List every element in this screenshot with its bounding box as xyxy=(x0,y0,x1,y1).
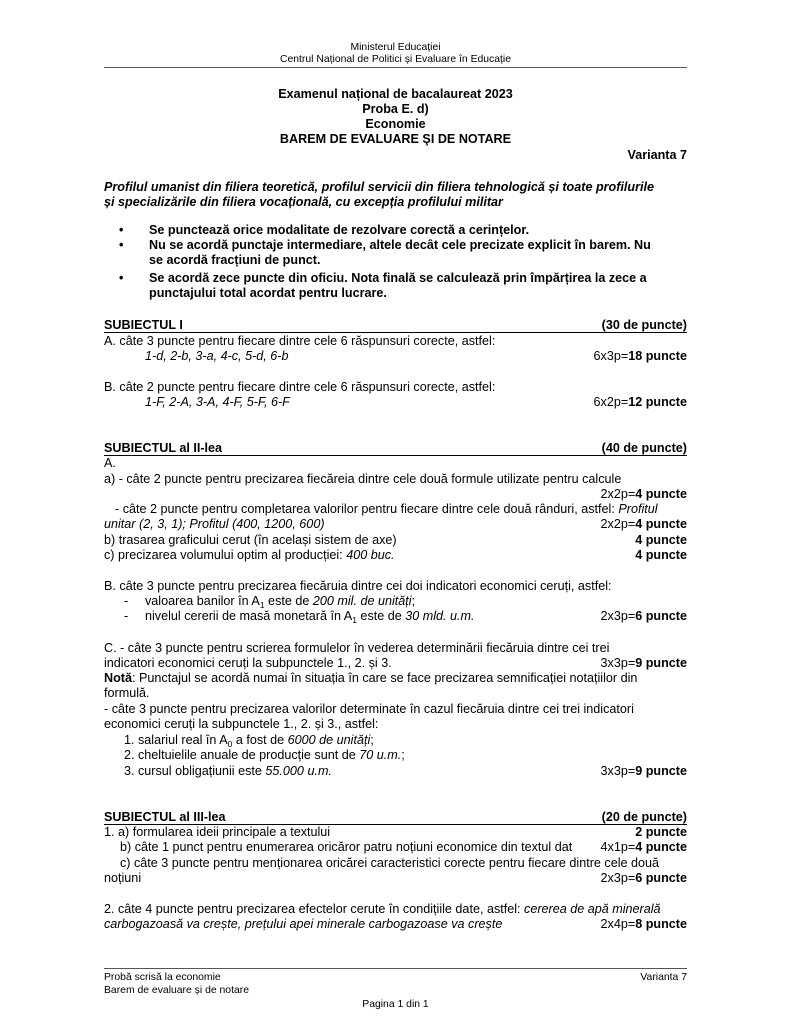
rule-text: Nu se acordă punctaje intermediare, altele decât cele precizate explicit în barem. Nu xyxy=(149,238,651,252)
text-part: valoarea banilor în A xyxy=(145,594,260,608)
s2-note-line xyxy=(104,671,687,686)
s2-a2-line xyxy=(104,502,687,517)
subscript: 1 xyxy=(259,600,265,610)
s2-a2-italic: Profitul xyxy=(618,502,658,516)
s2-i2-text xyxy=(104,748,405,762)
score-calc: 3x3p= xyxy=(600,656,636,670)
header-divider xyxy=(104,67,687,68)
s2-C1-score xyxy=(601,656,687,671)
s2-i1-text xyxy=(104,733,374,747)
score-total: 6 puncte xyxy=(635,609,687,623)
score-calc: 2x4p= xyxy=(600,917,636,931)
text-part: 3. cursul obligațiunii este xyxy=(124,764,266,778)
exam-subject: Economie xyxy=(365,117,426,131)
text-part: este de xyxy=(356,609,406,623)
s2-A-label: A. xyxy=(104,456,116,470)
score-total: 9 puncte xyxy=(635,656,687,670)
rule-text: se acordă fracțiuni de punct. xyxy=(149,253,321,267)
s3-1c-row2 xyxy=(104,871,687,886)
footer-page-number: Pagina 1 din 1 xyxy=(362,999,429,1010)
text-part: nivelul cererii de masă monetară în A xyxy=(145,609,353,623)
exam-barem-title: BAREM DE EVALUARE ŞI DE NOTARE xyxy=(279,132,512,146)
s1-b-score xyxy=(594,395,687,410)
footer-divider xyxy=(104,968,687,969)
section-title: SUBIECTUL al III-lea xyxy=(104,810,226,824)
exam-title: Examenul național de bacalaureat 2023 xyxy=(278,87,513,101)
s2-i3-text xyxy=(104,764,332,778)
s3-2-italic2: carbogazoasă va crește, prețului apei minerale carbogazoase va crește xyxy=(104,917,503,931)
s3-1c-score xyxy=(601,871,687,886)
s1-a-answers-row xyxy=(104,349,687,364)
section-points: (20 de puncte) xyxy=(601,810,687,824)
s2-b-text: b) trasarea graficului cerut (în același sistem de axe) xyxy=(104,533,397,547)
s2-c-text: c) precizarea volumului optim al producției: xyxy=(104,548,347,562)
header-center: Centrul Național de Politici și Evaluare în Educație xyxy=(279,54,512,65)
s3-1a-total: 2 puncte xyxy=(635,825,687,839)
footer-left-1: Probă scrisă la economie xyxy=(104,972,221,983)
score-total: 9 puncte xyxy=(635,764,687,778)
score-total: 8 puncte xyxy=(635,917,687,931)
s3-1c-row xyxy=(104,856,687,871)
profile-line-1: Profilul umanist din filiera teoretică, profilul servicii din filiera tehnologică și toate profilurile xyxy=(104,180,655,194)
s1-a-answers: 1-d, 2-b, 3-a, 4-c, 5-d, 6-b xyxy=(145,349,289,363)
s2-C2-score xyxy=(601,764,687,779)
s2-c-value: 400 buc. xyxy=(346,548,395,562)
s3-1a-text: 1. a) formularea ideii principale a textului xyxy=(104,825,331,839)
score-calc: 2x2p= xyxy=(600,517,636,531)
bullet: • xyxy=(119,223,124,237)
s3-1b-score xyxy=(601,840,687,855)
score-total: 6 puncte xyxy=(635,871,687,885)
footer-variant: Varianta 7 xyxy=(640,972,687,983)
note-label: Notă xyxy=(104,671,132,685)
s2-B-line: B. câte 3 puncte pentru precizarea fiecăruia dintre cei doi indicatori economici ceruți, astfel: xyxy=(104,579,612,593)
text-part: ; xyxy=(370,733,374,747)
text-part: ; xyxy=(411,594,416,608)
footer-left-2: Barem de evaluare și de notare xyxy=(104,985,249,996)
s2-C1-line: C. - câte 3 puncte pentru scrierea formulelor în vederea determinării fiecăruia dintre cei trei xyxy=(104,641,610,655)
text-part: a fost de xyxy=(232,733,288,747)
bullet: • xyxy=(119,271,124,285)
section-1-header xyxy=(104,318,687,333)
section-2-header xyxy=(104,441,687,456)
s2-a1-line: a) - câte 2 puncte pentru precizarea fiecăreia dintre cele două formule utilizate pentru calcule xyxy=(104,472,622,486)
exam-proba: Proba E. d) xyxy=(362,102,429,116)
s2-B2-text xyxy=(145,609,475,625)
score-total: 4 puncte xyxy=(635,517,687,531)
s2-a2-score xyxy=(601,517,687,532)
score-calc: 6x3p= xyxy=(593,349,629,363)
value-italic: 6000 de unități xyxy=(287,733,371,747)
header-ministry: Ministerul Educației xyxy=(350,42,441,53)
value-italic: 200 mil. de unități xyxy=(312,594,412,608)
section-points: (30 de puncte) xyxy=(601,318,687,332)
s3-1b-text: b) câte 1 punct pentru enumerarea oricăror patru noțiuni economice din textul dat xyxy=(120,840,573,854)
score-calc: 6x2p= xyxy=(593,395,629,409)
s2-note-line2: formulă. xyxy=(104,686,150,700)
s2-a1-score xyxy=(601,487,687,502)
s3-1b-row xyxy=(104,840,687,855)
s2-b-row xyxy=(104,533,687,548)
score-total: 12 puncte xyxy=(628,395,687,409)
score-calc: 2x2p= xyxy=(600,487,636,501)
s3-2-row2 xyxy=(104,917,687,932)
variant-label: Varianta 7 xyxy=(627,148,687,162)
text-part: ; xyxy=(401,748,405,762)
s3-2-row xyxy=(104,902,687,917)
rule-text: punctajului total acordat pentru lucrare. xyxy=(149,286,387,300)
text-part: 1. salariul real în A xyxy=(124,733,228,747)
s2-C1-line2 xyxy=(104,656,687,671)
dash: - xyxy=(124,609,129,623)
section-points: (40 de puncte) xyxy=(601,441,687,455)
s3-1a-row xyxy=(104,825,687,840)
s2-C2-item-2 xyxy=(104,748,687,763)
s2-C2-line2: economici ceruți la subpunctele 1., 2. și 3., astfel: xyxy=(104,717,379,731)
value-italic: 70 u.m. xyxy=(359,748,402,762)
text-part: 2. cheltuielile anuale de producție sunt de xyxy=(124,748,360,762)
s3-1c-text: c) câte 3 puncte pentru menționarea oricărei caracteristici corecte pentru fiecare dintre cele două xyxy=(120,856,660,870)
s3-2-italic: cererea de apă minerală xyxy=(524,902,661,916)
s1-a-score xyxy=(594,349,687,364)
subscript: 1 xyxy=(352,615,357,625)
s2-C1-text: indicatori economici ceruți la subpunctele 1., 2. și 3. xyxy=(104,656,392,670)
value-italic: 30 mld. u.m. xyxy=(405,609,475,623)
s1-a-line: A. câte 3 puncte pentru fiecare dintre cele 6 răspunsuri corecte, astfel: xyxy=(104,334,496,348)
s3-2-text: 2. câte 4 puncte pentru precizarea efectelor cerute în condițiile date, astfel: xyxy=(104,902,525,916)
s1-b-answers: 1-F, 2-A, 3-A, 4-F, 5-F, 6-F xyxy=(145,395,290,409)
score-total: 18 puncte xyxy=(628,349,687,363)
s2-c-row xyxy=(104,548,687,563)
profile-line-2: și specializările din filiera vocațională, cu excepția profilului militar xyxy=(104,195,503,209)
score-calc: 3x3p= xyxy=(600,764,636,778)
section-3-header xyxy=(104,810,687,825)
s2-a2-values: unitar (2, 3, 1); Profitul (400, 1200, 600) xyxy=(104,517,325,531)
section-title: SUBIECTUL I xyxy=(104,318,183,332)
s2-C2-item-1 xyxy=(104,733,687,749)
bullet: • xyxy=(119,238,124,252)
s1-b-line: B. câte 2 puncte pentru fiecare dintre cele 6 răspunsuri corecte, astfel: xyxy=(104,380,496,394)
score-calc: 2x3p= xyxy=(600,871,636,885)
s2-C2-item-3 xyxy=(104,764,687,779)
s2-a2-text: - câte 2 puncte pentru completarea valorilor pentru fiecare dintre cele două rânduri, astfel: xyxy=(115,502,619,516)
score-total: 4 puncte xyxy=(635,840,687,854)
s2-b-total: 4 puncte xyxy=(635,533,687,547)
s3-2-score xyxy=(601,917,687,932)
s2-a2-line2 xyxy=(104,517,687,532)
s2-B-score xyxy=(601,609,687,624)
s1-b-answers-row xyxy=(104,395,687,410)
footer-line-1 xyxy=(104,972,687,984)
score-calc: 2x3p= xyxy=(600,609,636,623)
score-total: 4 puncte xyxy=(635,487,687,501)
value-italic: 55.000 u.m. xyxy=(265,764,332,778)
rule-text: Se punctează orice modalitate de rezolvare corectă a cerințelor. xyxy=(149,223,530,237)
rule-text: Se acordă zece puncte din oficiu. Nota finală se calculează prin împărțirea la zece a xyxy=(149,271,647,285)
s2-c-total: 4 puncte xyxy=(635,548,687,562)
section-title: SUBIECTUL al II-lea xyxy=(104,441,223,455)
s2-C2-line: - câte 3 puncte pentru precizarea valorilor determinate în cazul fiecăruia dintre cei trei indicatori xyxy=(104,702,634,716)
dash: - xyxy=(124,594,129,608)
note-text: : Punctajul se acordă numai în situația în care se face precizarea semnificației notațiilor din xyxy=(132,671,638,685)
text-part: este de xyxy=(264,594,313,608)
s2-B1-text xyxy=(145,594,415,610)
s3-1c-text2: noțiuni xyxy=(104,871,142,885)
subscript: 0 xyxy=(227,739,233,749)
score-calc: 4x1p= xyxy=(600,840,636,854)
